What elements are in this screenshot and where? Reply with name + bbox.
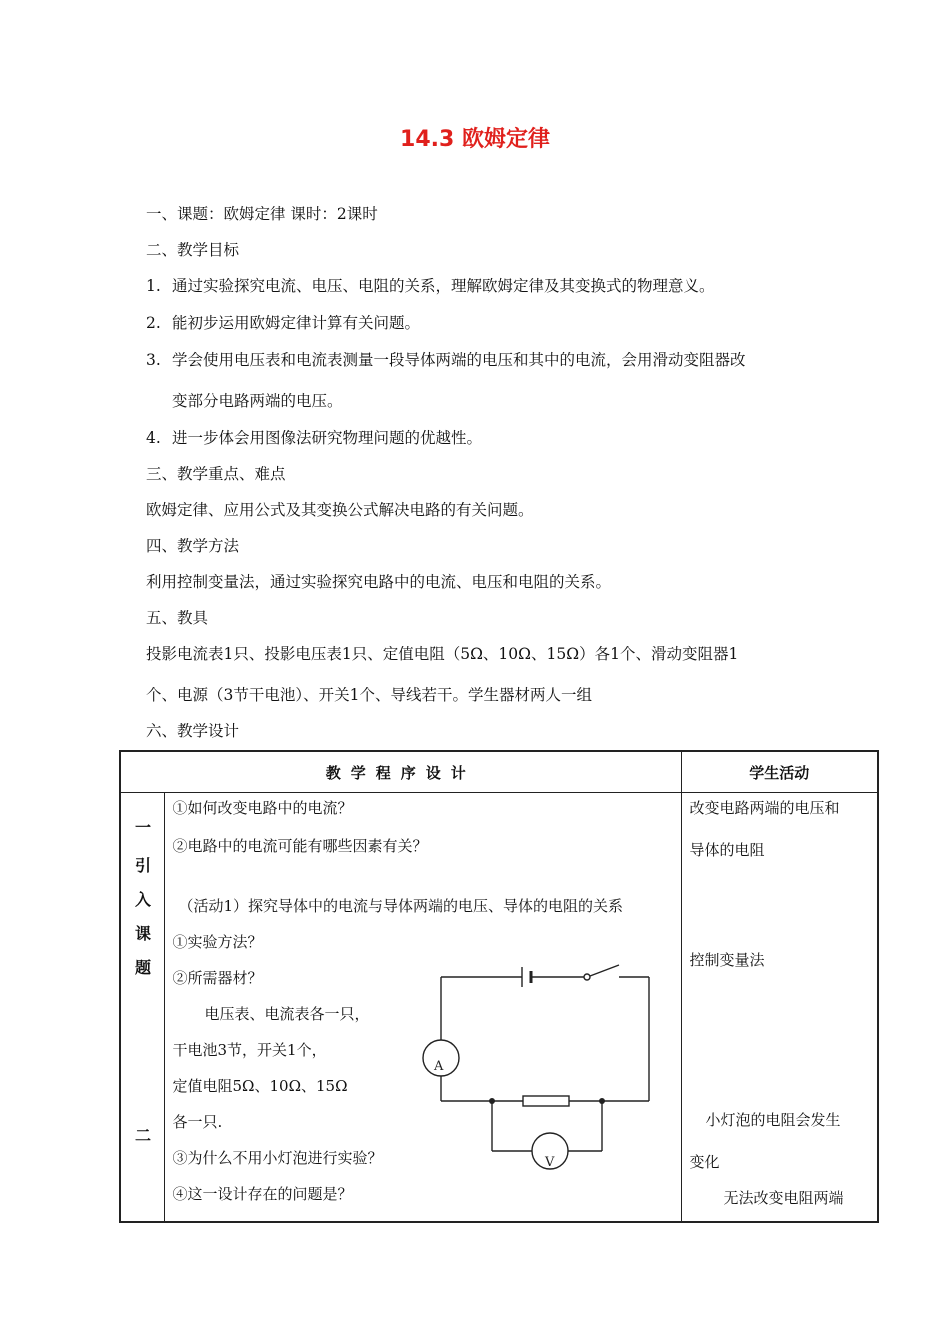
procedure-line: ②电路中的电流可能有哪些因素有关？: [172, 837, 428, 855]
junction-dot: [489, 1098, 495, 1104]
objective-number: 3.: [146, 351, 161, 369]
stage-char: 二: [134, 1126, 151, 1145]
ammeter-label: A: [433, 1059, 443, 1074]
section-heading-methods: 四、教学方法: [146, 537, 240, 555]
procedure-line: ③为什么不用小灯泡进行实验？: [172, 1149, 383, 1167]
activity-heading: （活动1）探究导体中的电流与导体两端的电压、导体的电阻的关系: [178, 897, 624, 915]
procedure-line: 定值电阻5Ω、10Ω、15Ω: [172, 1077, 348, 1095]
procedure-line: ①实验方法？: [172, 933, 263, 951]
procedure-line: ④这一设计存在的问题是？: [172, 1185, 353, 1203]
section-heading-key-points: 三、教学重点、难点: [146, 465, 286, 483]
procedure-line: 电压表、电流表各一只，: [204, 1005, 370, 1023]
activity-line: 导体的电阻: [689, 841, 765, 859]
methods-text: 利用控制变量法，通过实验探究电路中的电流、电压和电阻的关系。: [146, 573, 612, 591]
objective-2: [146, 311, 420, 333]
objective-number: 1.: [146, 277, 161, 295]
stage-char: 一: [134, 818, 151, 837]
topic-line: 一、课题：欧姆定律 课时：2课时: [146, 205, 378, 223]
activity-line: 控制变量法: [689, 951, 765, 969]
circuit-diagram: [433, 953, 665, 1170]
stage-char: 入: [134, 890, 151, 909]
teaching-design-table: [119, 750, 879, 1223]
activity-line: 小灯泡的电阻会发生: [705, 1111, 841, 1129]
section-heading-equipment: 五、教具: [146, 609, 209, 627]
objective-3-continuation: 变部分电路两端的电压。: [172, 392, 343, 410]
header-teaching-procedure: 教学程序设计: [120, 751, 681, 793]
activity-line: 改变电路两端的电压和: [689, 799, 840, 817]
teaching-procedure-cell: [164, 793, 681, 1223]
header-student-activity: 学生活动: [681, 751, 878, 793]
document-title: 14.3 欧姆定律: [400, 127, 550, 152]
stage-char: 课: [134, 924, 151, 943]
objective-4: [146, 426, 482, 448]
procedure-line: ②所需器材？: [172, 969, 263, 987]
activity-line: 变化: [689, 1153, 720, 1171]
objective-text: 通过实验探究电流、电压、电阻的关系，理解欧姆定律及其变换式的物理意义。: [172, 277, 715, 295]
stage-char: 题: [134, 958, 151, 977]
objective-1: [146, 274, 715, 296]
objective-number: 2.: [146, 314, 161, 332]
junction-dot: [599, 1098, 605, 1104]
procedure-line: 各一只.: [172, 1113, 223, 1131]
switch-contact: [584, 974, 590, 980]
activity-line: 无法改变电阻两端: [723, 1189, 844, 1207]
section-heading-design: 六、教学设计: [146, 722, 240, 740]
objective-text: 学会使用电压表和电流表测量一段导体两端的电压和其中的电流，会用滑动变阻器改: [172, 351, 746, 369]
objective-text: 能初步运用欧姆定律计算有关问题。: [172, 314, 421, 332]
student-activity-cell: [681, 793, 878, 1223]
stage-char: 引: [134, 856, 151, 875]
equipment-text-2: 个、电源（3节干电池）、开关1个、导线若干。学生器材两人一组: [146, 686, 592, 704]
equipment-text-1: 投影电流表1只、投影电压表1只、定值电阻（5Ω、10Ω、15Ω）各1个、滑动变阻器1: [146, 645, 739, 663]
stage-label-column: [120, 793, 164, 1223]
resistor-symbol: [523, 1096, 569, 1106]
procedure-line: ①如何改变电路中的电流？: [172, 799, 353, 817]
objective-3: [146, 348, 746, 370]
procedure-line: 干电池3节，开关1个，: [172, 1041, 327, 1059]
section-heading-objectives: 二、教学目标: [146, 241, 240, 259]
switch-blade: [590, 965, 619, 976]
objective-text: 进一步体会用图像法研究物理问题的优越性。: [172, 429, 483, 447]
objective-number: 4.: [146, 429, 161, 447]
key-points-text: 欧姆定律、应用公式及其变换公式解决电路的有关问题。: [146, 501, 534, 519]
voltmeter-label: V: [544, 1155, 554, 1170]
